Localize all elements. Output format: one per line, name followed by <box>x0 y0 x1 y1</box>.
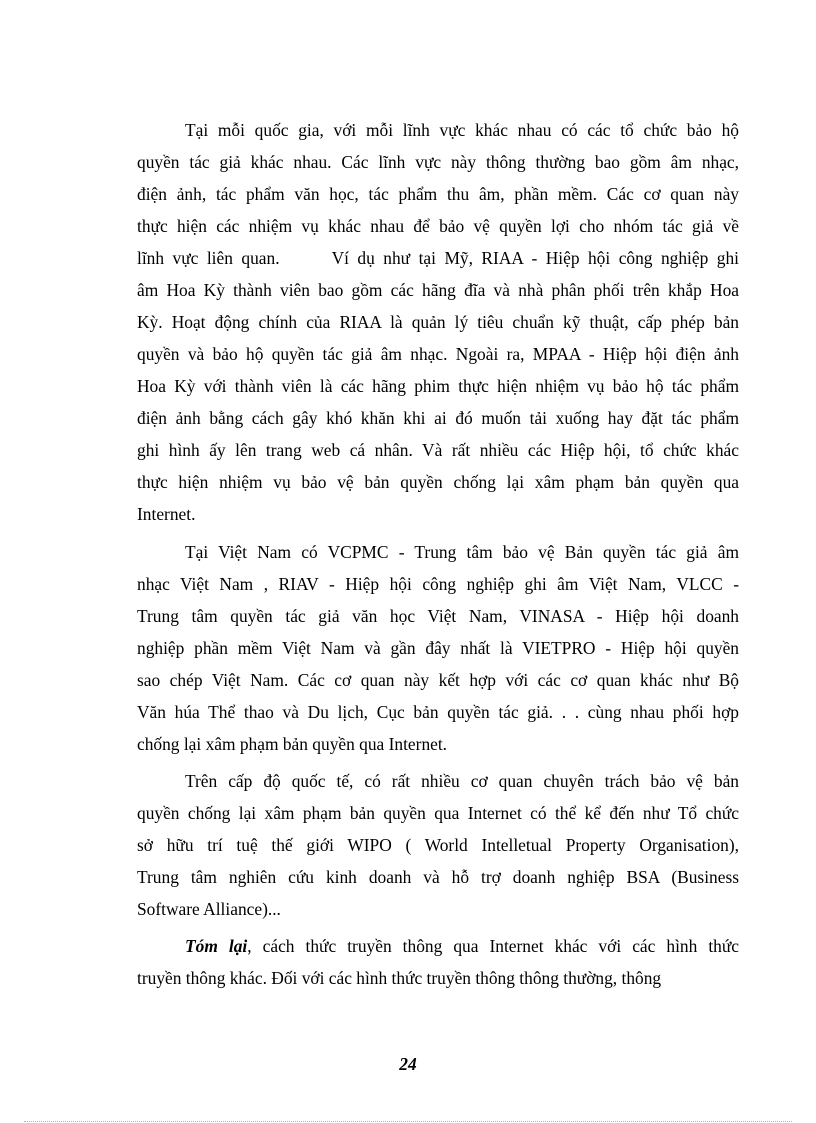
text-line: truyền thông khác. Đối với các hình thức truyền thông thông thường, thông <box>137 968 662 988</box>
text-segment: , cách thức truyền thông qua Internet khác với các hình thức <box>247 936 739 956</box>
text-segment: Ví dụ như tại Mỹ, RIAA - Hiệp hội công nghiệp ghi <box>331 248 739 268</box>
text-line: âm Hoa Kỳ thành viên bao gồm các hãng đĩa và nhà phân phối trên khắp Hoa <box>137 280 739 300</box>
text-line: quyền chống lại xâm phạm bản quyền qua Internet có thể kể đến như Tổ chức <box>137 803 739 823</box>
text-line: Văn húa Thể thao và Du lịch, Cục bản quyền tác giả. . . cùng nhau phối hợp <box>137 702 739 722</box>
text-segment: lĩnh vực liên quan. <box>137 248 280 268</box>
text-line: Hoa Kỳ với thành viên là các hãng phim thực hiện nhiệm vụ bảo hộ tác phẩm <box>137 376 739 396</box>
page-number: 24 <box>399 1054 417 1074</box>
text-line: Trên cấp độ quốc tế, có rất nhiều cơ quan chuyên trách bảo vệ bản <box>185 771 739 791</box>
text-line: quyền và bảo hộ quyền tác giả âm nhạc. Ngoài ra, MPAA - Hiệp hội điện ảnh <box>137 344 739 364</box>
text-line: ghi hình ấy lên trang web cá nhân. Và rất nhiều các Hiệp hội, tổ chức khác <box>137 440 739 460</box>
text-line: sở hữu trí tuệ thế giới WIPO ( World Intelletual Property Organisation), <box>137 835 739 855</box>
text-line: điện ảnh, tác phẩm văn học, tác phẩm thu âm, phần mềm. Các cơ quan này <box>137 184 739 204</box>
text-line: quyền tác giả khác nhau. Các lĩnh vực này thông thường bao gồm âm nhạc, <box>137 152 739 172</box>
text-line: thực hiện nhiệm vụ bảo vệ bản quyền chống lại xâm phạm bản quyền qua <box>137 472 739 492</box>
page-bottom-rule <box>24 1121 792 1122</box>
text-line: sao chép Việt Nam. Các cơ quan này kết hợp với các cơ quan khác như Bộ <box>137 670 739 690</box>
text-line: Tại Việt Nam có VCPMC - Trung tâm bảo vệ Bản quyền tác giả âm <box>185 542 739 562</box>
emphasis-text: Tóm lại <box>185 936 248 956</box>
text-line: điện ảnh bằng cách gây khó khăn khi ai đó muốn tải xuống hay đặt tác phẩm <box>137 408 739 428</box>
text-line: Trung tâm quyền tác giả văn học Việt Nam, VINASA - Hiệp hội doanh <box>137 606 739 626</box>
text-line <box>137 242 739 274</box>
text-line: chống lại xâm phạm bản quyền qua Internet. <box>137 734 448 754</box>
text-line: Software Alliance)... <box>137 899 281 919</box>
text-line: thực hiện các nhiệm vụ khác nhau để bảo vệ quyền lợi cho nhóm tác giả về <box>137 216 739 236</box>
text-line: Kỳ. Hoạt động chính của RIAA là quản lý tiêu chuẩn kỹ thuật, cấp phép bản <box>137 312 739 332</box>
text-line: nhạc Việt Nam , RIAV - Hiệp hội công nghiệp ghi âm Việt Nam, VLCC - <box>137 574 739 594</box>
text-line: nghiệp phần mềm Việt Nam và gần đây nhất là VIETPRO - Hiệp hội quyền <box>137 638 739 658</box>
text-line: Internet. <box>137 504 196 524</box>
text-line: Trung tâm nghiên cứu kinh doanh và hỗ trợ doanh nghiệp BSA (Business <box>137 867 739 887</box>
text-line <box>185 930 739 962</box>
text-line: Tại mỗi quốc gia, với mỗi lĩnh vực khác nhau có các tổ chức bảo hộ <box>185 120 739 140</box>
